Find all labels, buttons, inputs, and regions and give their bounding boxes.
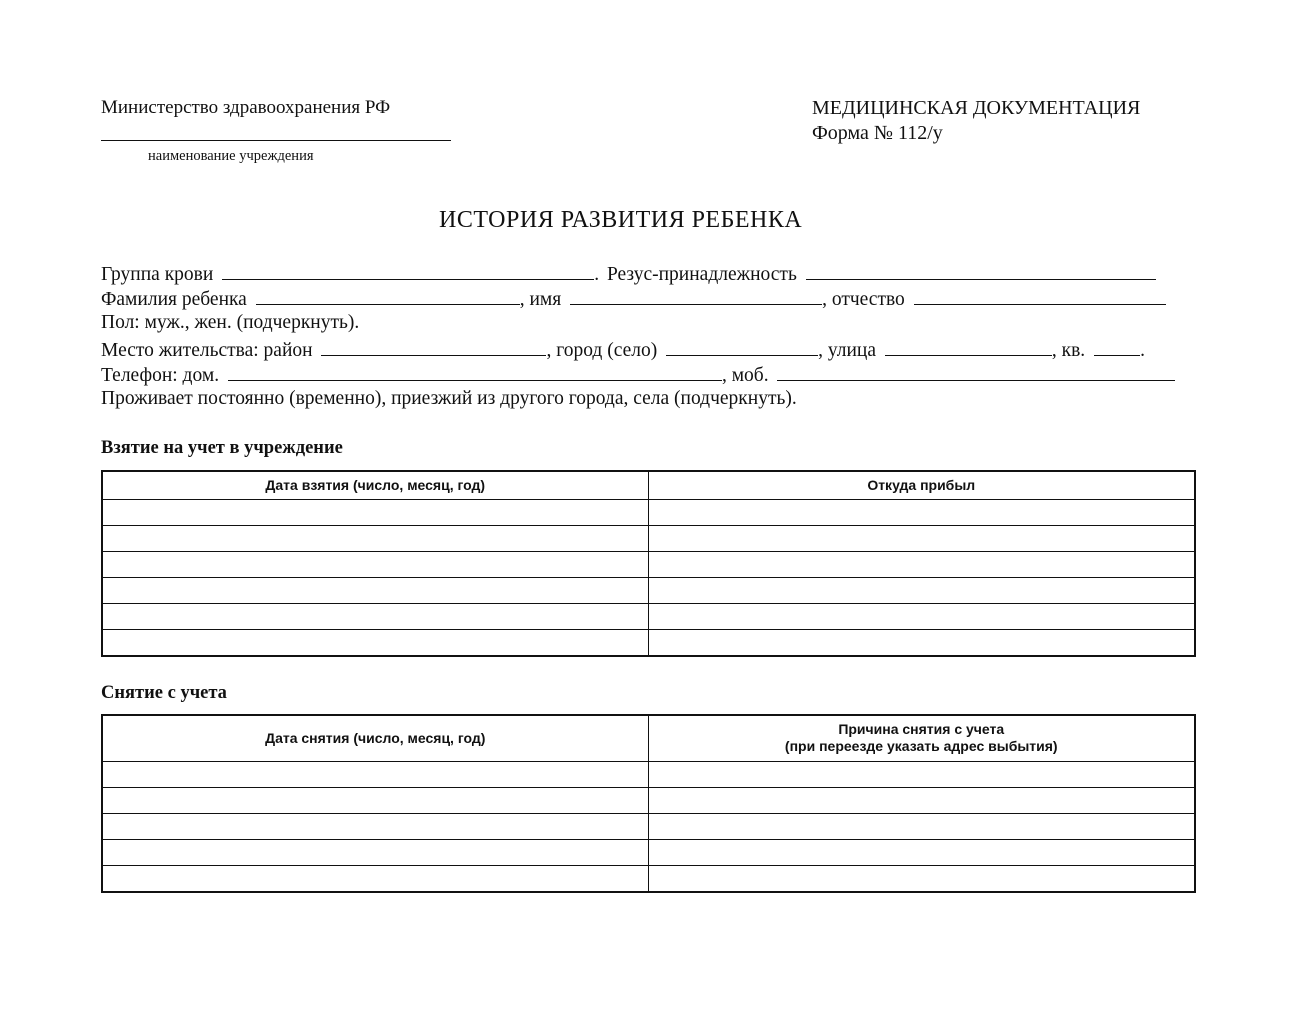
registration-col-date: Дата взятия (число, месяц, год) bbox=[102, 471, 648, 499]
phone-mobile-label: , моб. bbox=[721, 365, 769, 386]
ministry-name: Министерство здравоохранения РФ bbox=[101, 97, 391, 118]
patronymic-field[interactable] bbox=[914, 287, 1166, 305]
deregistration-date-cell[interactable] bbox=[102, 839, 648, 865]
blood-group-label: Группа крови bbox=[101, 264, 214, 285]
sex-line bbox=[101, 312, 1196, 334]
institution-caption: наименование учреждения bbox=[148, 148, 314, 164]
surname-field[interactable] bbox=[256, 287, 520, 305]
district-field[interactable] bbox=[321, 338, 546, 356]
deregistration-col-reason-line2: (при переезде указать адрес выбытия) bbox=[784, 738, 1058, 755]
deregistration-reason-cell[interactable] bbox=[648, 839, 1195, 865]
table-row bbox=[102, 577, 1195, 603]
deregistration-date-cell[interactable] bbox=[102, 865, 648, 892]
doc-type: МЕДИЦИНСКАЯ ДОКУМЕНТАЦИЯ bbox=[812, 97, 1141, 119]
name-label: , имя bbox=[519, 289, 562, 310]
deregistration-reason-cell[interactable] bbox=[648, 865, 1195, 892]
apartment-label: , кв. bbox=[1051, 340, 1086, 361]
deregistration-col-reason-line1: Причина снятия с учета bbox=[838, 721, 1005, 738]
registration-table bbox=[101, 470, 1196, 657]
registration-date-cell[interactable] bbox=[102, 577, 648, 603]
deregistration-reason-cell[interactable] bbox=[648, 813, 1195, 839]
phone-home-field[interactable] bbox=[228, 363, 722, 381]
blood-group-field[interactable] bbox=[222, 262, 594, 280]
rhesus-label: Резус-принадлежность bbox=[606, 264, 797, 285]
city-field[interactable] bbox=[666, 338, 818, 356]
registration-date-cell[interactable] bbox=[102, 551, 648, 577]
phone-line bbox=[101, 363, 1196, 387]
table-row bbox=[102, 839, 1195, 865]
table-row bbox=[102, 865, 1195, 892]
deregistration-reason-cell[interactable] bbox=[648, 787, 1195, 813]
name-line bbox=[101, 287, 1196, 311]
city-label: , город (село) bbox=[546, 340, 658, 361]
table-row bbox=[102, 761, 1195, 787]
street-field[interactable] bbox=[885, 338, 1052, 356]
apartment-end: . bbox=[1140, 340, 1145, 361]
page-title: ИСТОРИЯ РАЗВИТИЯ РЕБЕНКА bbox=[439, 207, 803, 233]
district-label: Место жительства: район bbox=[101, 340, 313, 361]
residence-line bbox=[101, 388, 1196, 410]
phone-home-label: Телефон: дом. bbox=[101, 365, 220, 386]
blood-group-end: . bbox=[594, 264, 600, 285]
registration-origin-cell[interactable] bbox=[648, 499, 1195, 525]
rhesus-field[interactable] bbox=[806, 262, 1156, 280]
form-number: Форма № 112/у bbox=[812, 122, 943, 144]
registration-date-cell[interactable] bbox=[102, 525, 648, 551]
surname-label: Фамилия ребенка bbox=[101, 289, 247, 310]
street-label: , улица bbox=[818, 340, 876, 361]
deregistration-col-date: Дата снятия (число, месяц, год) bbox=[102, 715, 648, 761]
table-row bbox=[102, 629, 1195, 656]
patronymic-label: , отчество bbox=[822, 289, 905, 310]
registration-section-title: Взятие на учет в учреждение bbox=[101, 438, 343, 458]
registration-date-cell[interactable] bbox=[102, 499, 648, 525]
deregistration-table bbox=[101, 714, 1196, 893]
deregistration-date-cell[interactable] bbox=[102, 813, 648, 839]
registration-date-cell[interactable] bbox=[102, 603, 648, 629]
table-row bbox=[102, 603, 1195, 629]
institution-name-field[interactable] bbox=[101, 140, 451, 141]
deregistration-date-cell[interactable] bbox=[102, 787, 648, 813]
deregistration-section-title: Снятие с учета bbox=[101, 683, 227, 703]
sex-label: Пол: муж., жен. (подчеркнуть). bbox=[101, 312, 360, 333]
table-row bbox=[102, 787, 1195, 813]
registration-origin-cell[interactable] bbox=[648, 577, 1195, 603]
registration-date-cell[interactable] bbox=[102, 629, 648, 656]
registration-col-origin: Откуда прибыл bbox=[648, 471, 1195, 499]
deregistration-date-cell[interactable] bbox=[102, 761, 648, 787]
blood-rhesus-line bbox=[101, 262, 1196, 286]
residence-label: Проживает постоянно (временно), приезжий из другого города, села (подчеркнуть). bbox=[101, 388, 797, 409]
apartment-field[interactable] bbox=[1094, 338, 1140, 356]
deregistration-col-reason bbox=[648, 715, 1195, 761]
first-name-field[interactable] bbox=[570, 287, 822, 305]
table-row bbox=[102, 525, 1195, 551]
phone-mobile-field[interactable] bbox=[777, 363, 1175, 381]
table-row bbox=[102, 551, 1195, 577]
registration-origin-cell[interactable] bbox=[648, 525, 1195, 551]
registration-origin-cell[interactable] bbox=[648, 551, 1195, 577]
registration-origin-cell[interactable] bbox=[648, 603, 1195, 629]
address-line bbox=[101, 338, 1196, 362]
table-row bbox=[102, 499, 1195, 525]
registration-origin-cell[interactable] bbox=[648, 629, 1195, 656]
table-row bbox=[102, 813, 1195, 839]
deregistration-reason-cell[interactable] bbox=[648, 761, 1195, 787]
